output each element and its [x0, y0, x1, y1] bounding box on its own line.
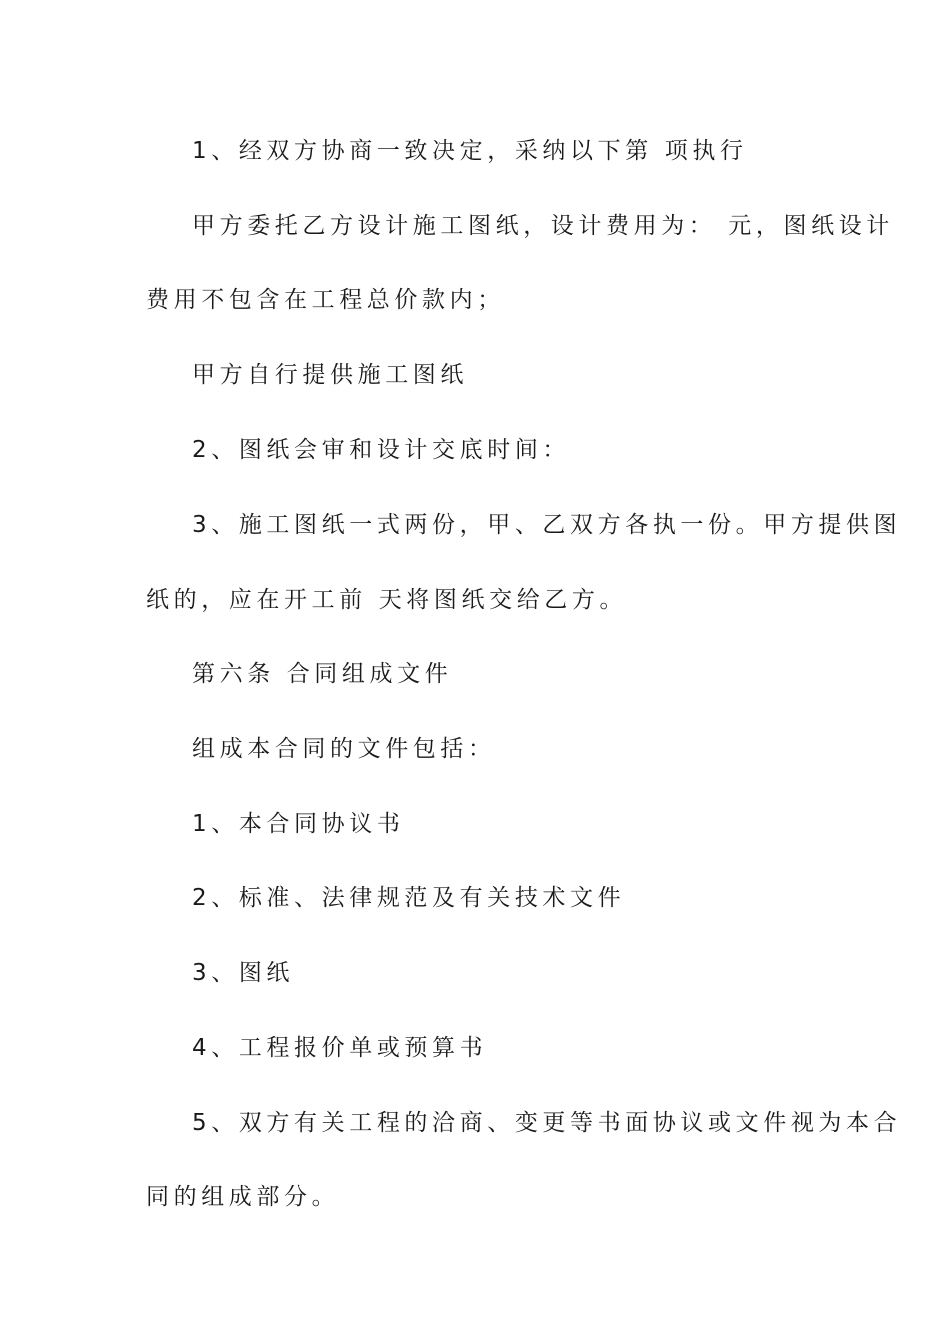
clause-item-3: 3、施工图纸一式两份，甲、乙双方各执一份。甲方提供图: [192, 512, 902, 538]
self-provided-drawings: 甲方自行提供施工图纸: [192, 362, 468, 388]
contract-documents-intro: 组成本合同的文件包括：: [192, 736, 496, 762]
document-list-item-2: 2、标准、法律规范及有关技术文件: [192, 885, 626, 911]
clause-item-3-cont: 纸的，应在开工前 天将图纸交给乙方。: [146, 587, 628, 613]
design-fee-paragraph-cont: 费用不包含在工程总价款内；: [146, 287, 505, 313]
clause-item-2: 2、图纸会审和设计交底时间：: [192, 437, 571, 463]
document-list-item-1: 1、本合同协议书: [192, 811, 405, 837]
document-list-item-3: 3、图纸: [192, 960, 295, 986]
document-list-item-5-cont: 同的组成部分。: [146, 1184, 340, 1210]
document-list-item-4: 4、工程报价单或预算书: [192, 1035, 488, 1061]
clause-item-1: 1、经双方协商一致决定，采纳以下第 项执行: [192, 138, 748, 164]
document-list-item-5: 5、双方有关工程的洽商、变更等书面协议或文件视为本合: [192, 1110, 902, 1136]
article-heading: 第六条 合同组成文件: [192, 661, 453, 687]
design-fee-paragraph: 甲方委托乙方设计施工图纸，设计费用为： 元，图纸设计: [192, 213, 894, 239]
